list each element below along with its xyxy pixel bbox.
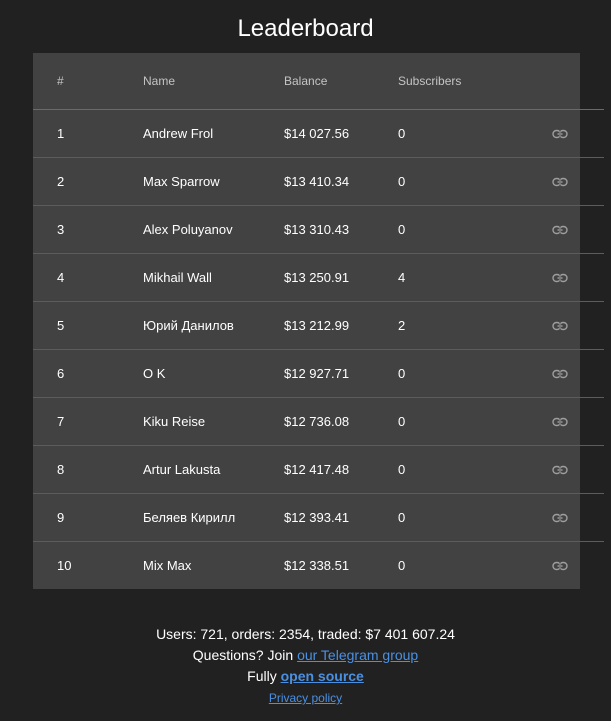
balance-cell: $13 310.43 bbox=[284, 221, 350, 237]
header-balance: Balance bbox=[284, 53, 398, 109]
privacy-policy-link[interactable]: Privacy policy bbox=[268, 691, 343, 705]
name-cell: Alex Poluyanov bbox=[143, 221, 233, 237]
table-row bbox=[33, 253, 604, 301]
table-row bbox=[33, 301, 604, 349]
link-icon[interactable] bbox=[552, 177, 568, 187]
link-icon[interactable] bbox=[552, 321, 568, 331]
table-body bbox=[33, 109, 604, 589]
rank-cell: 8 bbox=[57, 461, 65, 477]
link-cell bbox=[508, 157, 604, 205]
table-row bbox=[33, 157, 604, 205]
link-cell bbox=[508, 205, 604, 253]
leaderboard-table-card bbox=[33, 53, 580, 589]
balance-cell: $12 736.08 bbox=[284, 413, 350, 429]
stats-text: Users: 721, orders: 2354, traded: $7 401 607.24 bbox=[156, 626, 455, 642]
subscribers-cell: 0 bbox=[398, 125, 406, 141]
link-cell bbox=[508, 301, 604, 349]
table-row bbox=[33, 349, 604, 397]
rank-cell: 2 bbox=[57, 173, 65, 189]
link-cell bbox=[508, 493, 604, 541]
rank-cell: 9 bbox=[57, 509, 65, 525]
table-row bbox=[33, 493, 604, 541]
leaderboard-table bbox=[33, 53, 604, 589]
privacy-line bbox=[0, 687, 611, 708]
link-icon[interactable] bbox=[552, 225, 568, 235]
link-cell bbox=[508, 397, 604, 445]
balance-cell: $14 027.56 bbox=[284, 125, 350, 141]
table-row bbox=[33, 109, 604, 157]
balance-cell: $12 417.48 bbox=[284, 461, 350, 477]
name-cell: Беляев Кирилл bbox=[143, 509, 236, 525]
header-row bbox=[33, 53, 604, 109]
link-icon[interactable] bbox=[552, 561, 568, 571]
subscribers-cell: 2 bbox=[398, 317, 406, 333]
rank-cell: 7 bbox=[57, 413, 65, 429]
subscribers-cell: 0 bbox=[398, 509, 406, 525]
header-link bbox=[508, 53, 604, 109]
rank-cell: 10 bbox=[57, 557, 72, 573]
subscribers-cell: 0 bbox=[398, 413, 406, 429]
name-cell: Artur Lakusta bbox=[143, 461, 221, 477]
subscribers-cell: 4 bbox=[398, 269, 406, 285]
fully-prefix: Fully bbox=[247, 668, 281, 684]
open-source-link[interactable]: open source bbox=[280, 668, 364, 684]
link-cell bbox=[508, 109, 604, 157]
link-cell bbox=[508, 253, 604, 301]
name-cell: Юрий Данилов bbox=[143, 317, 234, 333]
balance-cell: $12 927.71 bbox=[284, 365, 350, 381]
link-icon[interactable] bbox=[552, 273, 568, 283]
page-title: Leaderboard bbox=[237, 15, 374, 42]
open-source-line bbox=[0, 666, 611, 687]
table-header bbox=[33, 53, 604, 109]
link-cell bbox=[508, 541, 604, 589]
questions-prefix: Questions? Join bbox=[192, 647, 298, 663]
name-cell: Mikhail Wall bbox=[143, 269, 212, 285]
balance-cell: $12 338.51 bbox=[284, 557, 350, 573]
name-cell: O K bbox=[143, 365, 166, 381]
telegram-group-link[interactable]: our Telegram group bbox=[297, 647, 419, 663]
name-cell: Kiku Reise bbox=[143, 413, 206, 429]
table-row bbox=[33, 205, 604, 253]
link-icon[interactable] bbox=[552, 129, 568, 139]
link-icon[interactable] bbox=[552, 369, 568, 379]
link-icon[interactable] bbox=[552, 465, 568, 475]
subscribers-cell: 0 bbox=[398, 173, 406, 189]
table-row bbox=[33, 541, 604, 589]
subscribers-cell: 0 bbox=[398, 365, 406, 381]
link-icon[interactable] bbox=[552, 417, 568, 427]
balance-cell: $13 250.91 bbox=[284, 269, 350, 285]
rank-cell: 5 bbox=[57, 317, 65, 333]
name-cell: Mix Max bbox=[143, 557, 192, 573]
balance-cell: $13 410.34 bbox=[284, 173, 350, 189]
subscribers-cell: 0 bbox=[398, 461, 406, 477]
rank-cell: 3 bbox=[57, 221, 65, 237]
subscribers-cell: 0 bbox=[398, 221, 406, 237]
link-icon[interactable] bbox=[552, 513, 568, 523]
subscribers-cell: 0 bbox=[398, 557, 406, 573]
balance-cell: $13 212.99 bbox=[284, 317, 350, 333]
rank-cell: 6 bbox=[57, 365, 65, 381]
header-rank: # bbox=[33, 53, 143, 109]
rank-cell: 1 bbox=[57, 125, 65, 141]
name-cell: Max Sparrow bbox=[143, 173, 220, 189]
header-subscribers: Subscribers bbox=[398, 53, 508, 109]
table-row bbox=[33, 445, 604, 493]
header-name: Name bbox=[143, 53, 284, 109]
link-cell bbox=[508, 445, 604, 493]
link-cell bbox=[508, 349, 604, 397]
footer bbox=[0, 624, 611, 708]
questions-line bbox=[0, 645, 611, 666]
balance-cell: $12 393.41 bbox=[284, 509, 350, 525]
table-row bbox=[33, 397, 604, 445]
name-cell: Andrew Frol bbox=[143, 125, 214, 141]
rank-cell: 4 bbox=[57, 269, 65, 285]
